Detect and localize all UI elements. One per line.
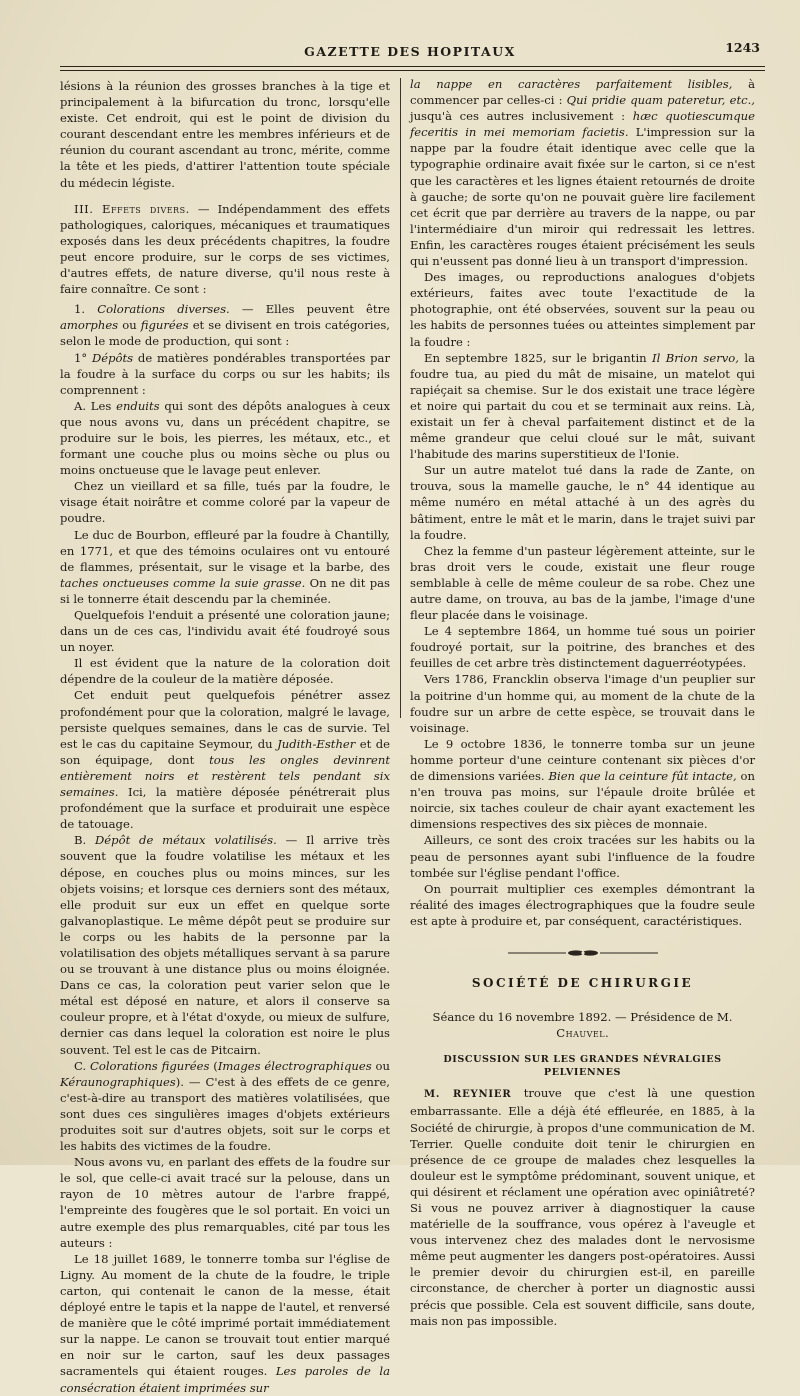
paragraph: Quelquefois l'enduit a présenté une coloration jaune; dans un de ces cas, l'individu avait été foudroyé sous un noyer. [60, 608, 390, 655]
ornament-divider [410, 945, 755, 961]
paragraph: III. Effets divers. — Indépendamment des effets pathologiques, caloriques, mécaniques et traumatiques exposés dans les deux précédents chapitres, la foudre peut encore produire, sur le corps de ses victimes, d'autres effets, de nature diverse, qu'il nous reste à faire connaître. Ce sont : [60, 201, 390, 297]
ornament-icon [508, 949, 658, 957]
paragraph: Ailleurs, ce sont des croix tracées sur les habits ou la peau de personnes ayant subi l'influence de la foudre tombée sur l'église pendant l'office. [410, 833, 755, 880]
paragraph: Chez la femme d'un pasteur légèrement atteinte, sur le bras droit vers le coude, existait une fleur rouge semblable à celle de même couleur de sa robe. Chez une autre dame, on trouva, au bas de la jambe, l'image d'une fleur placée dans le voisinage. [410, 543, 755, 623]
paragraph: Il est évident que la nature de la coloration doit dépendre de la couleur de la matière déposée. [60, 656, 390, 687]
paragraph: 1. Colorations diverses. — Elles peuvent être amorphes ou figurées et se divisent en trois catégories, selon le mode de production, qui sont : [60, 302, 390, 349]
paragraph: lésions à la réunion des grosses branches à la tige et principalement à la bifurcation du tronc, lorsqu'elle existe. Cet endroit, qui est le point de division du courant descendant entre les membres inférieurs et de réunion du courant ascendant au tronc, mérite, comme la tête et les pieds, d'attirer l'attention toute spéciale du médecin légiste. [60, 79, 390, 190]
paragraph: Chez un vieillard et sa fille, tués par la foudre, le visage était noirâtre et comme coloré par la vapeur de poudre. [60, 479, 390, 526]
paragraph: Le 18 juillet 1689, le tonnerre tomba sur l'église de Ligny. Au moment de la chute de la foudre, le triple carton, qui contenait le canon de la messe, était déployé entre le tapis et la nappe de l'autel, et renversé de manière que le côté imprimé portait immédiatement sur la nappe. Le canon se trouvait tout entier marqué en noir sur le carton, sauf les deux passages sacramentels qui étaient rouges. Les paroles de la consécration étaient imprimées sur [60, 1251, 390, 1395]
page-number: 1243 [725, 40, 760, 55]
paragraph: la nappe en caractères parfaitement lisibles, à commencer par celles-ci : Qui pridie quam pateretur, etc., jusqu'à ces autres inclusivement : hæc quotiescumque feceritis in mei memoriam facietis. L'impression sur la nappe par la foudre était identique avec celle que la typographie ordinaire avait fixée sur le carton, si ce n'est que les caractères et les lignes étaient retournés de droite à gauche; de sorte qu'on ne pouvait guère lire facilement cet écrit que par derrière au travers de la nappe, ou par l'intermédiaire d'un miroir qui redressait les lettres. Enfin, les caractères rouges étaient précisément les seuls qui n'eussent pas donné lieu à un transport d'impression. [410, 77, 756, 269]
paragraph: Le 9 octobre 1836, le tonnerre tomba sur un jeune homme porteur d'une ceinture contenant six pièces d'or de dimensions variées. Bien que la ceinture fût intacte, on n'en trouva pas moins, sur l'épaule droite brûlée et noircie, six taches couleur de chair ayant exactement les dimensions respectives des six pièces de monnaie. [410, 736, 755, 832]
section-heading: III. Effets divers. [74, 201, 190, 216]
paragraph: On pourrait multiplier ces exemples démontrant la réalité des images électrographiques que la foudre seule est apte à produire et, par conséquent, caractéristiques. [410, 881, 755, 928]
session-line: Séance du 16 novembre 1892. — Présidence de M. Chauvel. [432, 1010, 733, 1041]
paragraph: B. Dépôt de métaux volatilisés. — Il arrive très souvent que la foudre volatilise les métaux et les dépose, en couches plus ou moins minces, sur les objets voisins; et lorsque ces derniers sont des métaux, elle produit sur eux un effet en quelque sorte galvanoplastique. Le même dépôt peut se produire sur le corps ou les habits de la personne par la volatilisation des objets métalliques servant à sa parure ou se trouvant à une distance plus ou moins éloignée. Dans ce cas, la coloration peut varier selon que le métal est déposé en nature, et alors il conserve sa couleur propre, et à l'état d'oxyde, ou mieux de sulfure, dernier cas dans lequel la coloration est noire le plus souvent. Tel est le cas de Pitcairn. [60, 833, 391, 1057]
paragraph: M. REYNIER trouve que c'est là une question embarrassante. Elle a déjà été effleurée, en 1885, à la Société de chirurgie, à propos d'une communication de M. Terrier. Quelle conduite doit tenir le chirurgien en présence de ce groupe de malades chez lesquelles la douleur est le symptôme prédominant, souvent unique, et qui désirent et réclament une opération avec opiniâtreté? Si vous ne pouvez arriver à diagnostiquer la cause matérielle de la souffrance, vous opérez à l'aveugle et vous intervenez chez des malades dont le nervosisme même peut augmenter les dangers post-opératoires. Aussi le premier devoir du chirurgien est-il, en pareille circonstance, de chercher à porter un diagnostic aussi précis que possible. Cela est souvent difficile, sans doute, mais non pas impossible. [410, 1086, 756, 1328]
discussion-title: DISCUSSION SUR LES GRANDES NÉVRALGIES PELVIENNES [443, 1054, 722, 1079]
paragraph: En septembre 1825, sur le brigantin Il Brion servo, la foudre tua, au pied du mât de misaine, un matelot qui rapiéçait sa chemise. Sur le dos existait une trace légère et noire qui partait du cou et se terminait aux reins. Là, existait un fer à cheval parfaitement distinct et de la même grandeur que celui cloué sur le mât, suivant l'habitude des marins superstitieux de l'Ionie. [410, 350, 756, 462]
paragraph: Des images, ou reproductions analogues d'objets extérieurs, faites avec toute l'exactitude de la photographie, ont été observées, souvent sur la peau ou les habits de personnes tuées ou atteintes simplement par la foudre : [410, 270, 755, 349]
paragraph: Sur un autre matelot tué dans la rade de Zante, on trouva, sous la mamelle gauche, le n° 44 identique au même numéro en métal attaché à un des agrès du bâtiment, entre le mât et le marin, dans le trajet suivi par la foudre. [410, 463, 755, 542]
paragraph: Cet enduit peut quelquefois pénétrer assez profondément pour que la coloration, malgré le lavage, persiste quelques semaines, dans le cas de survie. Tel est le cas du capitaine Seymour, du Judith-Esther et de son équipage, dont tous les ongles devinrent entièrement noirs et restèrent tels pendant six semaines. Ici, la matière déposée pénétrerait plus profondément que la surface et produirait une espèce de tatouage. [60, 688, 390, 832]
section-title: SOCIÉTÉ DE CHIRURGIE [471, 976, 694, 991]
paragraph: A. Les enduits qui sont des dépôts analogues à ceux que nous avons vu, dans un précédent chapitre, se produire sur le bois, les pierres, les métaux, etc., et formant une couche plus ou moins sèche ou plus ou moins onctueuse que le lavage peut enlever. [60, 398, 390, 478]
paragraph: Le 4 septembre 1864, un homme tué sous un poirier foudroyé portait, sur la poitrine, des branches et des feuilles de cet arbre très distinctement daguerréotypées. [410, 624, 755, 671]
left-column [60, 78, 390, 1396]
paragraph: 1° Dépôts de matières pondérables transportées par la foudre à la surface du corps ou sur les habits; ils comprennent : [60, 350, 390, 397]
header-rule-top [60, 66, 765, 67]
page-header [60, 40, 760, 64]
paragraph: Nous avons vu, en parlant des effets de la foudre sur le sol, que celle-ci avait tracé sur la pelouse, dans un rayon de 10 mètres autour de l'arbre frappé, l'empreinte des fougères que le sol portait. En voici un autre exemple des plus remarquables, cité par tous les auteurs : [60, 1155, 390, 1250]
paragraph: Vers 1786, Francklin observa l'image d'un peuplier sur la poitrine d'un homme qui, au moment de la chute de la foudre sur un arbre de cette espèce, se trouvait dans le voisinage. [410, 672, 755, 735]
header-rule-bottom [60, 70, 765, 71]
speaker-name: M. REYNIER [424, 1089, 512, 1101]
column-divider [400, 78, 401, 718]
right-column [410, 76, 755, 1329]
journal-title: GAZETTE DES HOPITAUX [304, 44, 516, 59]
paragraph: C. Colorations figurées (Images électrographiques ou Kéraunographiques). — C'est à des effets de ce genre, c'est-à-dire au transport des matières volatilisées, que sont dues ces singulières images d'objets extérieurs produites soit sur d'autres objets, soit sur le corps et les habits des victimes de la foudre. [60, 1058, 391, 1154]
paragraph: Le duc de Bourbon, effleuré par la foudre à Chantilly, en 1771, et que des témoins oculaires ont vu entouré de flammes, présentait, sur le visage et la barbe, des taches onctueuses comme la suie grasse. On ne dit pas si le tonnerre était descendu par la cheminée. [60, 527, 390, 606]
